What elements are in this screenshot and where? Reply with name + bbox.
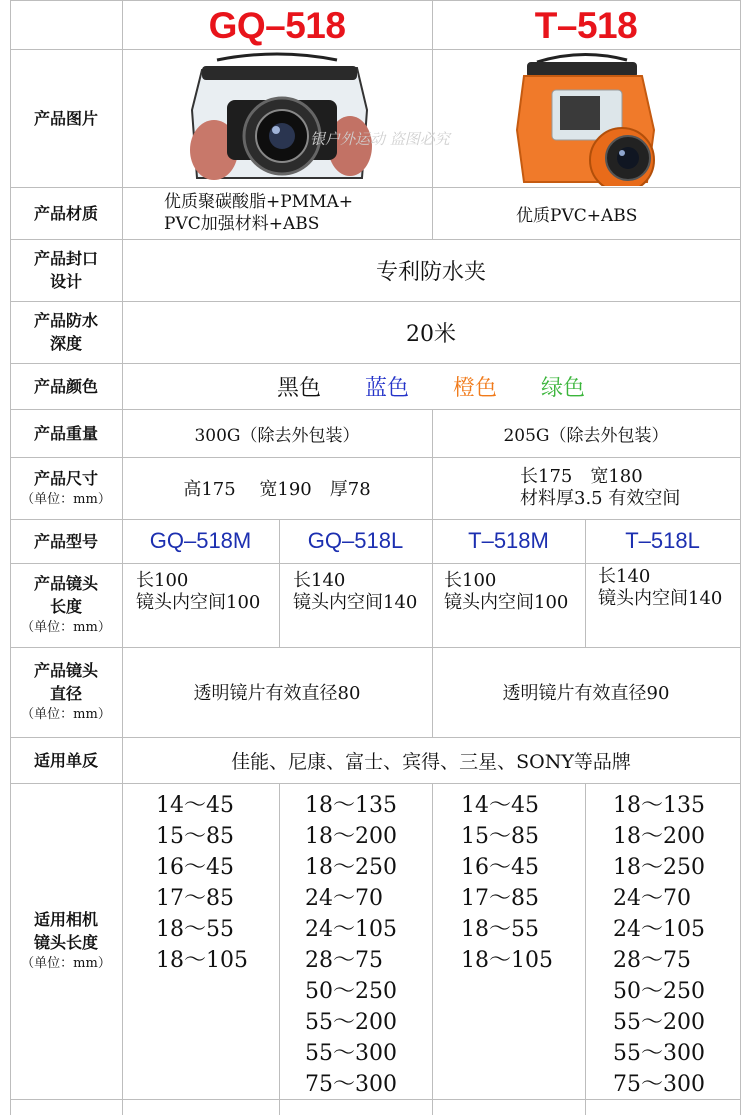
row-label-slr [10,737,122,783]
lens-length-t518l [598,566,740,626]
row-label-text: 产品图片 [33,108,98,128]
row-label-text: 产品封口 [33,249,98,268]
model-t518m: T–518M [468,528,549,553]
lens-range: 18～200 [613,824,705,849]
lens-range: 28～75 [305,948,383,973]
lens-range: 17～85 [461,886,539,911]
lens-range: 14～45 [156,793,234,818]
lens-range: 28～75 [613,948,691,973]
lens-range: 55～200 [305,1010,397,1035]
row-label-text: 适用相机 [33,910,98,929]
row-label-text: 镜头长度 [33,933,98,952]
lens-range: 75～300 [613,1072,705,1097]
row-label-image [10,49,122,187]
row-label-text: 产品型号 [33,531,98,551]
lens-range: 24～105 [613,917,705,942]
lens-range: 18～250 [305,855,397,880]
lens-range: 18～55 [461,917,539,942]
row-label-weight [10,409,122,457]
size-line: 材料厚3.5 有效空间 [520,488,681,509]
lens-range: 18～250 [613,855,705,880]
row-label-seal [10,239,122,301]
row-label-text: 深度 [49,334,82,353]
row-label-lens-diameter [10,647,122,737]
lens-range: 15～85 [156,824,234,849]
lens-list-gq518m [156,790,248,976]
lens-length-t518m [444,570,585,630]
lens-range: 18～200 [305,824,397,849]
lens-list-t518m [461,790,553,976]
row-label-text: 长度 [49,597,82,616]
row-label-lens-length [10,563,122,647]
lens-range: 50～250 [613,979,705,1004]
row-label-text: 适用单反 [33,750,98,770]
product-title-gq518: GQ–518 [208,5,346,46]
lens-length-line: 镜头内空间100 [136,592,261,613]
lens-range: 55～300 [305,1041,397,1066]
lens-diameter-t518: 透明镜片有效直径90 [502,683,670,704]
row-label-text: 产品镜头 [33,661,98,680]
lens-range: 18～135 [613,793,705,818]
depth-value: 20米 [406,321,456,347]
row-label-text: 产品尺寸 [33,468,98,488]
row-label-text: 产品镜头 [33,574,98,593]
material-t518-text: 优质PVC+ABS [516,205,638,226]
lens-length-line: 长100 [444,570,497,591]
row-label-text: 产品重量 [33,423,98,443]
lens-list-gq518l [305,790,397,1100]
lens-range: 55～300 [613,1041,705,1066]
unit-note: （单位：mm） [21,956,111,971]
material-t518 [432,187,740,239]
product-title-t518: T–518 [534,5,638,46]
material-line: PVC加强材料+ABS [164,214,320,234]
row-label-material [10,187,122,239]
weight-gq518: 300G（除去外包装） [194,425,360,446]
lens-range: 16～45 [156,855,234,880]
lens-range: 17～85 [156,886,234,911]
row-label-model [10,519,122,563]
model-t518l: T–518L [625,528,700,553]
color-options [122,363,740,409]
lens-list-t518l [613,790,705,1100]
row-label-text: 产品材质 [33,203,98,223]
row-label-color [10,363,122,409]
color-option-black: 黑色 [276,375,321,401]
lens-range: 24～70 [613,886,691,911]
lens-length-line: 镜头内空间140 [598,588,723,609]
unit-note: （单位：mm） [21,707,111,722]
size-line: 长175 宽180 [520,466,643,487]
row-label-text: 设计 [49,272,82,291]
material-line: 优质聚碳酸脂+PMMA+ [164,192,354,212]
color-option-orange: 橙色 [453,375,498,401]
lens-range: 24～105 [305,917,397,942]
color-option-green: 绿色 [541,375,586,401]
lens-length-line: 长140 [293,570,346,591]
lens-length-line: 长100 [136,570,189,591]
lens-range: 18～105 [461,948,553,973]
size-t518 [520,457,740,519]
t518-product-photo [432,50,740,186]
lens-length-line: 镜头内空间140 [293,592,418,613]
row-label-text: 产品防水 [33,311,98,330]
model-gq518m: GQ–518M [149,528,252,553]
row-label-size [10,457,122,519]
slr-brands: 佳能、尼康、富士、宾得、三星、SONY等品牌 [231,750,631,773]
row-label-text: 产品颜色 [33,376,98,396]
watermark-text: 银户外运动 盗图必究 [310,130,450,148]
lens-diameter-gq518: 透明镜片有效直径80 [193,683,361,704]
lens-range: 75～300 [305,1072,397,1097]
lens-range: 18～135 [305,793,397,818]
row-label-depth [10,301,122,363]
seal-value: 专利防水夹 [375,259,486,285]
lens-range: 24～70 [305,886,383,911]
lens-length-gq518l [293,570,432,630]
row-label-camera-lens [10,783,122,1099]
lens-range: 18～105 [156,948,248,973]
lens-length-line: 长140 [598,566,651,587]
lens-length-gq518m [136,570,279,630]
unit-note: （单位：mm） [21,620,111,635]
lens-range: 15～85 [461,824,539,849]
size-gq518: 高175 宽190 厚78 [183,479,371,500]
lens-range: 16～45 [461,855,539,880]
lens-range: 18～55 [156,917,234,942]
row-label-text: 直径 [49,684,82,703]
lens-length-line: 镜头内空间100 [444,592,569,613]
color-option-blue: 蓝色 [364,375,409,401]
unit-note: （单位：mm） [21,491,111,507]
lens-range: 14～45 [461,793,539,818]
lens-range: 50～250 [305,979,397,1004]
weight-t518: 205G（除去外包装） [503,425,669,446]
model-gq518l: GQ–518L [307,528,404,553]
material-gq518 [164,187,432,239]
gq518-product-photo [122,50,432,186]
lens-range: 55～200 [613,1010,705,1035]
